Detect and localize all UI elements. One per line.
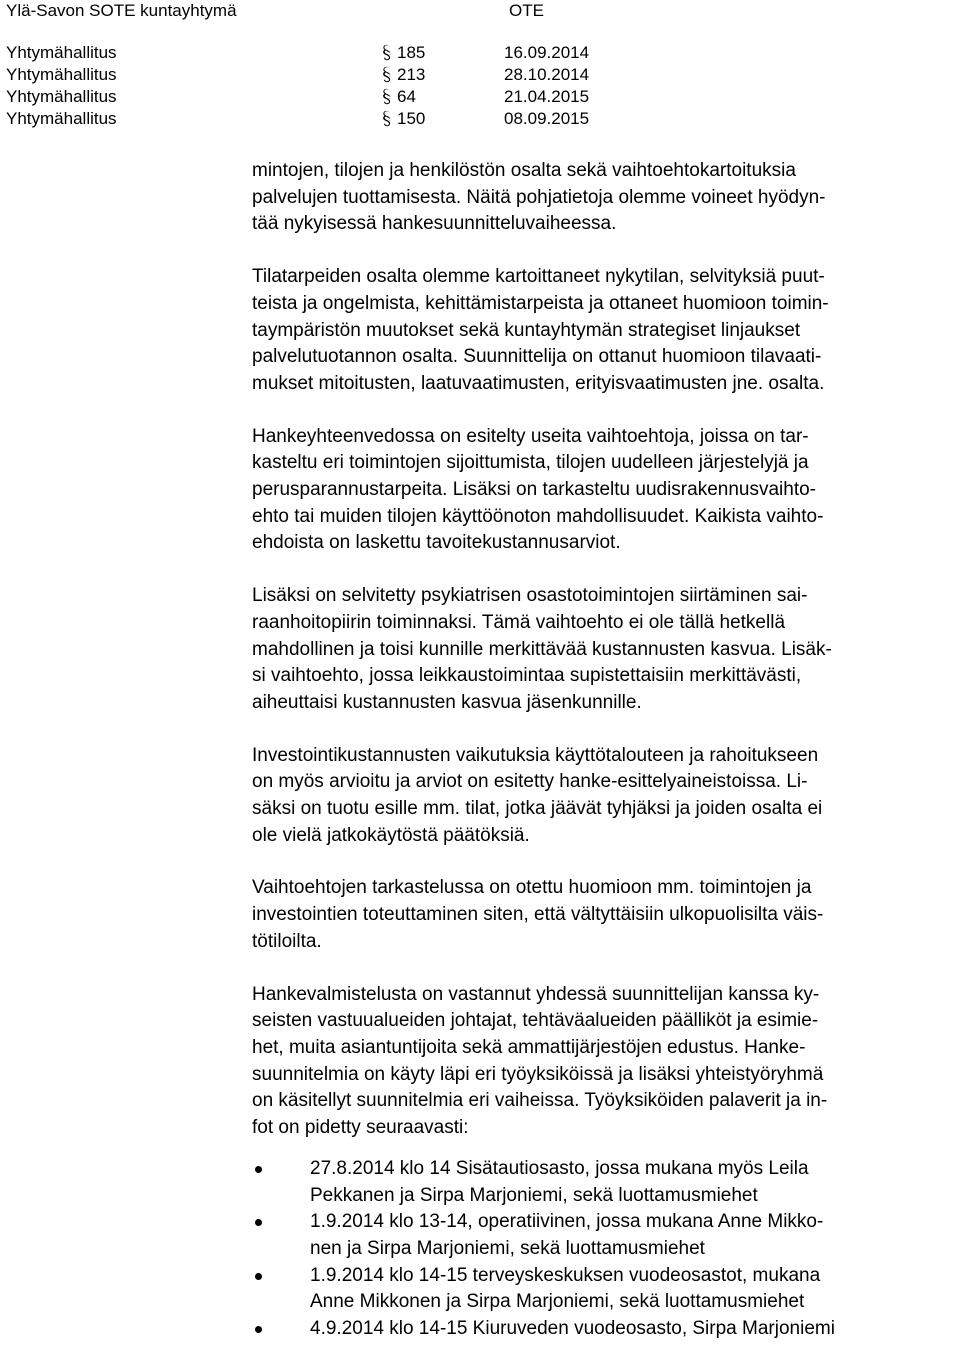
reference-row — [6, 109, 706, 131]
document-body — [252, 158, 952, 1343]
text-line: mintojen, tilojen ja henkilöstön osalta sekä vaihtoehtokartoituksia — [252, 160, 796, 181]
text-line: mukset mitoitusten, laatuvaatimusten, erityisvaatimusten jne. osalta. — [252, 372, 825, 394]
text-line: aiheuttaisi kustannusten kasvua jäsenkunnille. — [252, 691, 642, 713]
text-line: 1.9.2014 klo 13-14, operatiivinen, jossa mukana Anne Mikko- — [310, 1211, 824, 1233]
reference-number: 64 — [397, 87, 416, 106]
text-line: ole vielä jatkokäytöstä päätöksiä. — [252, 824, 530, 846]
paragraph — [252, 158, 952, 238]
text-line: si vaihtoehto, jossa leikkaustoimintaa supistettaisiin merkittävästi, — [252, 665, 802, 687]
text-line: on myös arvioitu ja arviot on esitetty hanke-esittelyaineistoissa. Li- — [252, 771, 808, 793]
reference-number: 185 — [397, 43, 426, 62]
text-line: seisten vastuualueiden johtajat, tehtäväalueiden päälliköt ja esimie- — [252, 1010, 819, 1032]
reference-date: 08.09.2015 — [504, 109, 590, 128]
reference-body: Yhtymähallitus — [6, 87, 117, 106]
reference-body: Yhtymähallitus — [6, 43, 117, 62]
text-line: Vaihtoehtojen tarkastelussa on otettu huomioon mm. toimintojen ja — [252, 877, 812, 899]
reference-list — [6, 43, 706, 131]
paragraph — [252, 982, 952, 1142]
text-line: Hankevalmistelusta on vastannut yhdessä suunnittelijan kanssa ky- — [252, 983, 820, 1005]
text-line: Investointikustannusten vaikutuksia käyttötalouteen ja rahoitukseen — [252, 744, 819, 766]
list-item — [252, 1209, 952, 1262]
section-sign-icon — [382, 110, 393, 133]
bullet-icon — [255, 1326, 262, 1333]
text-line: 4.9.2014 klo 14-15 Kiuruveden vuodeosasto, Sirpa Marjoniemi — [310, 1318, 835, 1340]
text-line: ehto tai muiden tilojen käyttöönoton mahdollisuudet. Kaikista vaihto- — [252, 505, 824, 527]
text-line: suunnitelmia on käyty läpi eri työyksiköissä ja lisäksi yhteistyöryhmä — [252, 1063, 824, 1085]
text-line: perusparannustarpeita. Lisäksi on tarkasteltu uudisrakennusvaihto- — [252, 479, 816, 501]
reference-row — [6, 65, 706, 87]
section-sign-icon — [382, 44, 393, 67]
list-item — [252, 1156, 952, 1209]
page-header — [6, 0, 946, 24]
text-line: kasteltu eri toimintojen sijoittumista, tilojen uudelleen järjestelyjä ja — [252, 452, 809, 474]
text-line: säksi on tuotu esille mm. tilat, jotka jäävät tyhjäksi ja joiden osalta ei — [252, 798, 823, 820]
text-line: 27.8.2014 klo 14 Sisätautiosasto, jossa mukana myös Leila — [310, 1157, 809, 1179]
reference-date: 21.04.2015 — [504, 87, 590, 106]
text-line: fot on pidetty seuraavasti: — [252, 1117, 469, 1139]
reference-row — [6, 43, 706, 65]
section-sign-icon — [382, 88, 393, 111]
text-line: tötiloilta. — [252, 930, 322, 952]
text-line: Tilatarpeiden osalta olemme kartoittaneet nykytilan, selvityksiä puut- — [252, 266, 825, 288]
document-type: OTE — [509, 1, 544, 20]
text-line: raanhoitopiirin toiminnaksi. Tämä vaihtoehto ei ole tällä hetkellä — [252, 611, 786, 633]
reference-number: 213 — [397, 65, 426, 84]
bullet-icon — [255, 1219, 262, 1226]
text-line: Lisäksi on selvitetty psykiatrisen osastotoimintojen siirtäminen sai- — [252, 585, 808, 607]
meeting-list — [252, 1156, 952, 1343]
reference-body: Yhtymähallitus — [6, 65, 117, 84]
paragraph — [252, 264, 952, 398]
list-item — [252, 1316, 952, 1343]
text-line: 1.9.2014 klo 14-15 terveyskeskuksen vuodeosastot, mukana — [310, 1264, 821, 1286]
reference-number: 150 — [397, 109, 426, 128]
text-line: tää nykyisessä hankesuunnitteluvaiheessa. — [252, 213, 617, 235]
text-line: investointien toteuttaminen siten, että vältyttäisiin ulkopuolisilta väis- — [252, 904, 824, 926]
paragraph — [252, 583, 952, 717]
text-line: mahdollinen ja toisi kunnille merkittävää kustannusten kasvua. Lisäk- — [252, 638, 832, 660]
reference-date: 28.10.2014 — [504, 65, 590, 84]
text-line: Hankeyhteenvedossa on esitelty useita vaihtoehtoja, joissa on tar- — [252, 425, 809, 447]
text-line: taympäristön muutokset sekä kuntayhtymän strategiset linjaukset — [252, 319, 801, 341]
text-line: palvelujen tuottamisesta. Näitä pohjatietoja olemme voineet hyödyn- — [252, 186, 826, 208]
paragraph — [252, 424, 952, 558]
organization-name: Ylä-Savon SOTE kuntayhtymä — [6, 1, 237, 20]
list-item — [252, 1263, 952, 1316]
bullet-icon — [255, 1273, 262, 1280]
paragraph — [252, 743, 952, 850]
reference-row — [6, 87, 706, 109]
text-line: on käsitellyt suunnitelmia eri vaiheissa. Työyksiköiden palaverit ja in- — [252, 1090, 828, 1112]
reference-date: 16.09.2014 — [504, 43, 590, 62]
text-line: teista ja ongelmista, kehittämistarpeista ja ottaneet huomioon toimin- — [252, 292, 829, 314]
section-sign-icon — [382, 66, 393, 89]
text-line: het, muita asiantuntijoita sekä ammattijärjestöjen edustus. Hanke- — [252, 1036, 806, 1058]
text-line: palvelutuotannon osalta. Suunnittelija on ottanut huomioon tilavaati- — [252, 346, 822, 368]
paragraph — [252, 875, 952, 955]
text-line: Pekkanen ja Sirpa Marjoniemi, sekä luottamusmiehet — [310, 1184, 758, 1206]
text-line: Anne Mikkonen ja Sirpa Marjoniemi, sekä luottamusmiehet — [310, 1291, 805, 1313]
text-line: nen ja Sirpa Marjoniemi, sekä luottamusmiehet — [310, 1237, 705, 1259]
reference-body: Yhtymähallitus — [6, 109, 117, 128]
text-line: ehdoista on laskettu tavoitekustannusarviot. — [252, 532, 621, 554]
bullet-icon — [255, 1166, 262, 1173]
